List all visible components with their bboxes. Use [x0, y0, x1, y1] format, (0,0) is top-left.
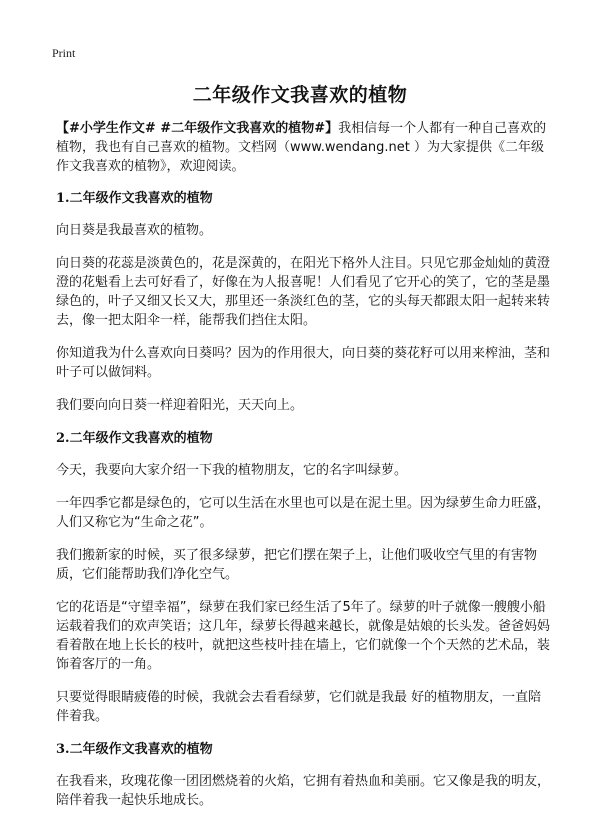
paragraph: 我们搬新家的时候，买了很多绿萝，把它们摆在架子上，让他们吸收空气里的有害物质，它们能帮助我们净化空气。 [56, 548, 538, 582]
paragraph: 我们要向向日葵一样迎着阳光，天天向上。 [56, 398, 304, 413]
page-title: 二年级作文我喜欢的植物 [192, 84, 408, 106]
section-heading-3: 3.二年级作文我喜欢的植物 [56, 742, 213, 757]
paragraph: 你知道我为什么喜欢向日葵吗？因为的作用很大，向日葵的葵花籽可以用来榨油，茎和叶子可以做饲料。 [56, 346, 551, 380]
document-body [56, 119, 552, 824]
paragraph: 一年四季它都是绿色的，它可以生活在水里也可以是在泥土里。因为绿萝生命力旺盛，人们又称它为“生命之花”。 [56, 496, 551, 530]
paragraph: 向日葵是我最喜欢的植物。 [56, 223, 213, 238]
paragraph: 只要觉得眼睛疲倦的时候，我就会去看看绿萝，它们就是我最 好的植物朋友，一直陪伴着我。 [56, 690, 542, 724]
paragraph: 在我看来，玫瑰花像一团团燃烧着的火焰，它拥有着热血和美丽。它又像是我的明友，陪伴着我一起快乐地成长。 [56, 774, 551, 808]
intro-tag: 【#小学生作文# #二年级作文我喜欢的植物#】 [56, 121, 339, 136]
section-heading-2: 2.二年级作文我喜欢的植物 [56, 431, 213, 446]
print-label: Print [52, 46, 76, 60]
paragraph: 向日葵的花蕊是淡黄色的，花是深黄的，在阳光下格外人注目。只见它那金灿灿的黄澄澄的花魁看上去可好看了，好像在为人报喜呢！人们看见了它开心的笑了，它的茎是墨绿色的，叶子又细又长又大，那里还一条淡红色的茎，它的头每天都跟太阳一起转来转去，像一把太阳伞一样，能帮我们挡住太阳。 [56, 256, 551, 328]
paragraph: 今天，我要向大家介绍一下我的植物朋友，它的名字叫绿萝。 [56, 463, 408, 478]
intro-text: 我相信每一个人都有一种自己喜欢的植物，我也有自己喜欢的植物。文档网（www.wendang.net ）为大家提供《二年级作文我喜欢的植物》，欢迎阅读。 [56, 121, 547, 174]
section-heading-1: 1.二年级作文我喜欢的植物 [56, 191, 213, 206]
intro-paragraph [56, 119, 552, 176]
paragraph: 它的花语是“守望幸福”，绿萝在我们家已经生活了5年了。绿萝的叶子就像一艘艘小船运载着我们的欢声笑语；这几年，绿萝长得越来越长，就像是姑娘的长头发。爸爸妈妈看着散在地上长长的枝叶，就把这些枝叶挂在墙上，它们就像一个个天然的艺术品，装饰着客厅的一角。 [56, 600, 551, 672]
